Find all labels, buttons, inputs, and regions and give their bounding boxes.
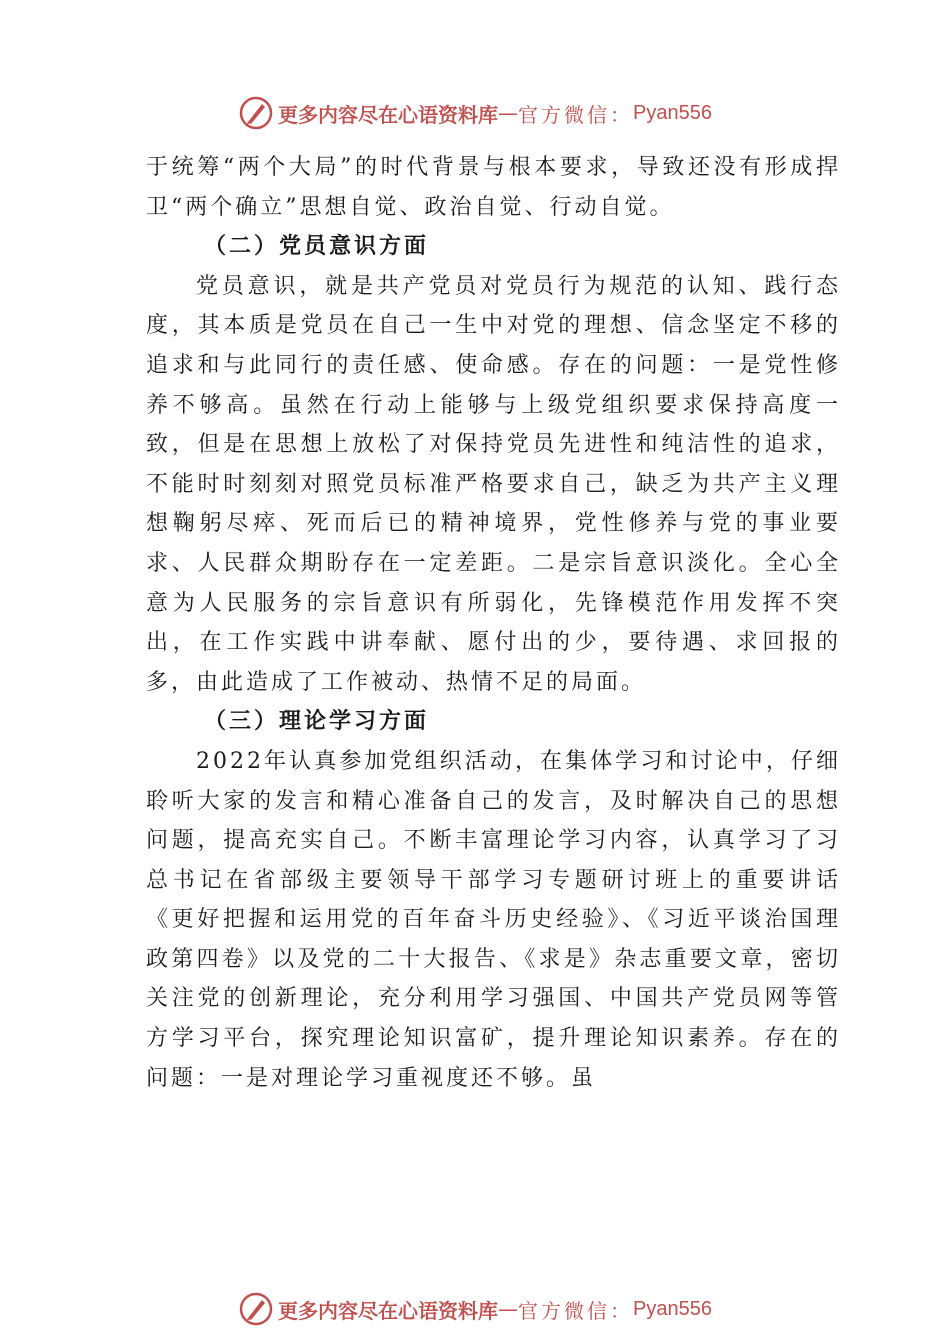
watermark-wechat-id: Pyan556 xyxy=(633,1297,712,1320)
section-heading-party-awareness: （二）党员意识方面 xyxy=(204,233,430,260)
watermark-label: 官方微信： xyxy=(518,1298,634,1323)
watermark-brand: 更多内容尽在心语资料库 xyxy=(278,1298,499,1323)
paragraph-party-awareness: 党员意识，就是共产党员对党员行为规范的认知、践行态度，其本质是党员在自己一生中对党的理想、信念坚定不移的追求和与此同行的责任感、使命感。存在的问题：一是党性修养不够高。虽然在行动上能够与上级党组织要求保持高度一致，但是在思想上放松了对保持党员先进性和纯洁性的追求，不能时时刻刻对照党员标准严格要求自己，缺乏为共产主义理想鞠躬尽瘁、死而后已的精神境界，党性修养与党的事业要求、人民群众期盼存在一定差距。二是宗旨意识淡化。全心全意为人民服务的宗旨意识有所弱化，先锋模范作用发挥不突出，在工作实践中讲奉献、愿付出的少，要待遇、求回报的多，由此造成了工作被动、热情不足的局面。 xyxy=(146,273,841,695)
watermark-brand: 更多内容尽在心语资料库 xyxy=(278,102,499,127)
section-heading-theory-study: （三）理论学习方面 xyxy=(204,708,430,735)
watermark-label: 官方微信： xyxy=(518,102,634,127)
paragraph-continued: 于统筹“两个大局”的时代背景与根本要求，导致还没有形成捍卫“两个确立”思想自觉、政治自觉、行动自觉。 xyxy=(146,155,841,220)
pen-circle-logo-icon xyxy=(238,1291,274,1327)
header-watermark xyxy=(0,93,950,133)
document-body xyxy=(146,148,841,1098)
pen-circle-logo-icon xyxy=(238,95,274,131)
watermark-wechat-id: Pyan556 xyxy=(633,101,712,124)
watermark-dash: — xyxy=(498,1297,519,1321)
paragraph-theory-study: 2022年认真参加党组织活动，在集体学习和讨论中，仔细聆听大家的发言和精心准备自己的发言，及时解决自己的思想问题，提高充实自己。不断丰富理论学习内容，认真学习了习总书记在省部级主要领导干部学习专题研讨班上的重要讲话《更好把握和运用党的百年奋斗历史经验》、《习近平谈治国理政第四卷》以及党的二十大报告、《求是》杂志重要文章，密切关注党的创新理论，充分利用学习强国、中国共产党员网等管方学习平台，探究理论知识富矿，提升理论知识素养。存在的问题：一是对理论学习重视度还不够。虽 xyxy=(146,748,841,1091)
footer-watermark xyxy=(0,1289,950,1329)
watermark-dash: — xyxy=(498,101,519,125)
